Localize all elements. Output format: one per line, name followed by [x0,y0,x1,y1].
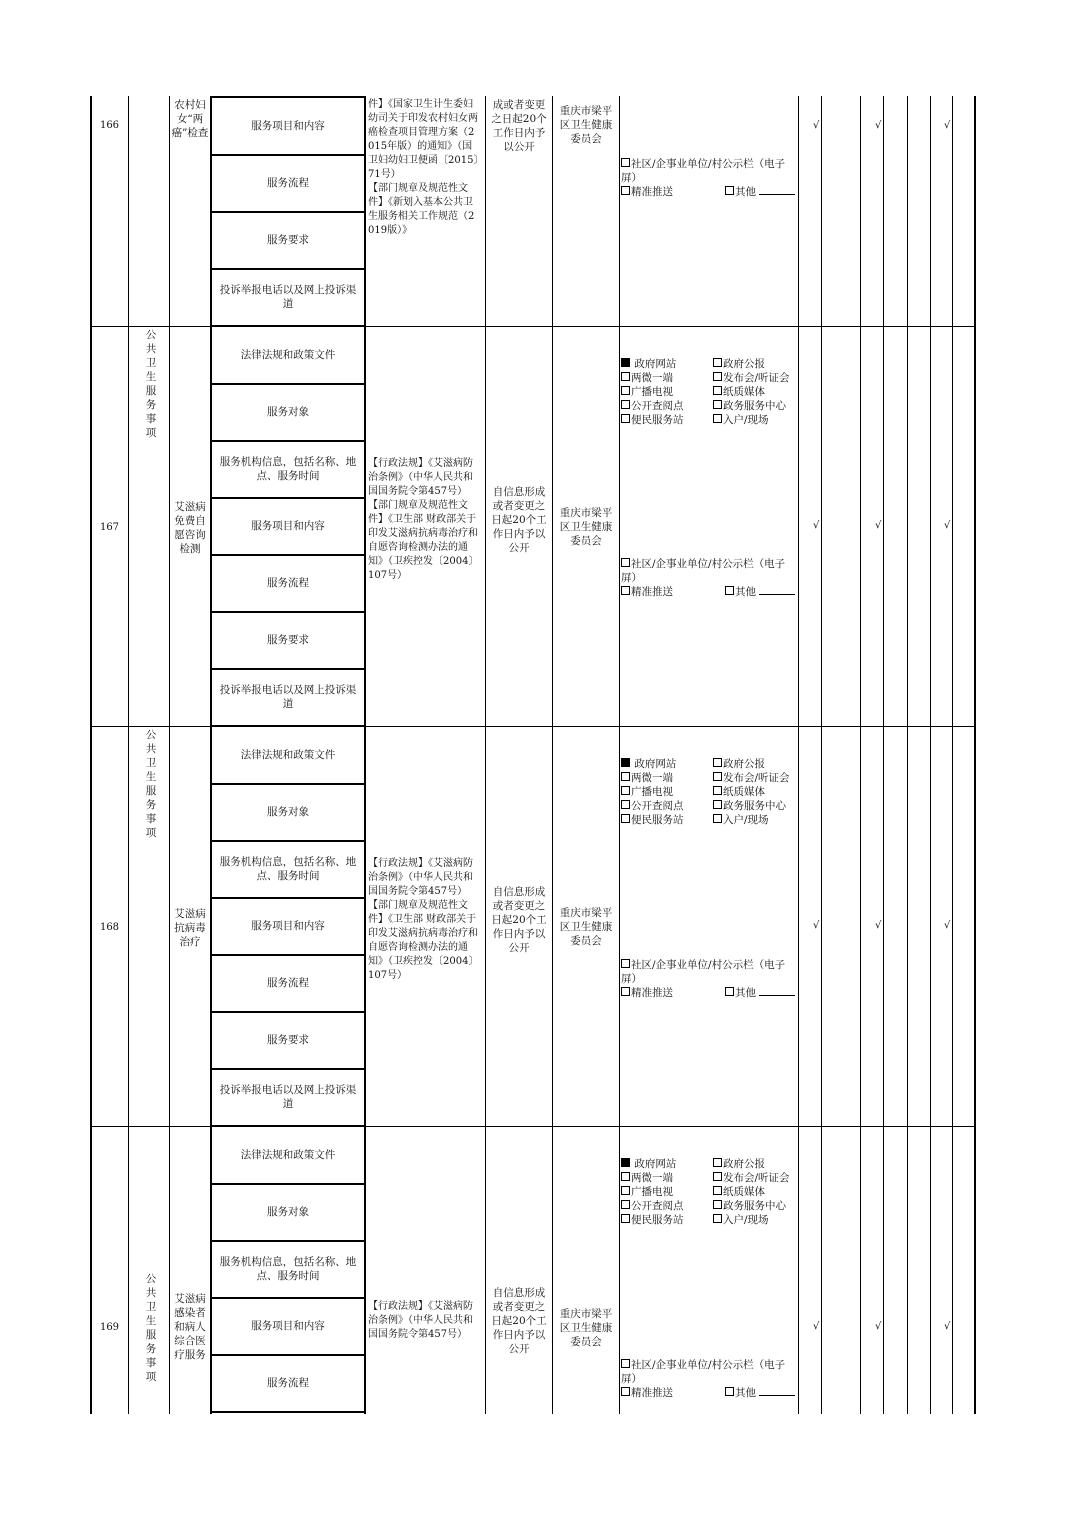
disclosure-channels-top [621,357,797,427]
disclosure-item: 服务机构信息，包括名称、地点、服务时间 [219,856,357,882]
checkbox-icon [621,586,630,595]
channel-option: 政务服务中心 [713,399,797,413]
check-mark: √ [944,1321,951,1332]
column-divider [930,96,931,1414]
checkbox-icon [713,400,722,409]
column-divider [821,96,822,1414]
channel-option: 社区/企事业单位/村公示栏（电子屏） [621,1359,786,1385]
service-category: 公共卫生服务事项 [145,329,157,439]
disclosure-timing: 自信息形成或者变更之日起20个工作日内予以公开 [491,886,547,954]
channel-option: 便民服务站 [621,813,713,827]
checkbox-icon [713,814,722,823]
checkbox-checked-icon [621,1158,630,1167]
channel-option: 两微一端 [621,371,713,385]
service-category: 公共卫生服务事项 [145,729,157,839]
row-index: 169 [99,1322,120,1333]
checkbox-icon [621,400,630,409]
check-mark: √ [813,520,820,531]
channel-option: 社区/企事业单位/村公示栏（电子屏） [621,558,786,584]
blank-line [759,585,795,595]
check-mark: √ [944,120,951,131]
channel-option: 两微一端 [621,771,713,785]
row-index: 167 [99,522,120,533]
channel-option: 广播电视 [621,785,713,799]
channel-option: 政府公报 [713,757,797,771]
column-divider [364,96,366,1414]
channel-option: 便民服务站 [621,413,713,427]
channel-option: 纸质媒体 [713,785,797,799]
checkbox-icon [621,786,630,795]
channel-option: 发布会/听证会 [713,1171,797,1185]
disclosure-basis: 【行政法规】《艾滋病防治条例》（中华人民共和国国务院令第457号） [368,1301,473,1340]
disclosure-channels-bottom [621,157,797,199]
checkbox-icon [725,987,734,996]
channel-option: 广播电视 [621,1185,713,1199]
checkbox-icon [713,372,722,381]
disclosure-basis: 件】《国家卫生计生委妇幼司关于印发农村妇女两癌检查项目管理方案（2015年版）的通知》（国卫妇幼妇卫便函〔2015〕71号） 【部门规章及规范性文件】《新划入基本公共卫生服务相关工作规范（2019版）》 [368,99,479,236]
checkbox-icon [713,358,722,367]
column-divider [883,96,884,1414]
checkbox-icon [621,386,630,395]
checkbox-icon [725,1387,734,1396]
table-border-right [974,96,976,1414]
disclosure-timing: 成或者变更之日起20个工作日内予以公开 [491,99,547,153]
disclosure-item: 服务对象 [267,406,309,418]
channel-option: 政府公报 [713,357,797,371]
item-divider [210,1411,366,1413]
check-mark: √ [813,120,820,131]
disclosure-item: 服务项目和内容 [251,520,325,532]
disclosure-channels-bottom [621,958,797,1000]
disclosure-item: 服务流程 [267,977,309,989]
disclosure-timing: 自信息形成或者变更之日起20个工作日内予以公开 [491,1287,547,1355]
checkbox-icon [621,800,630,809]
checkbox-icon [621,414,630,423]
disclosure-item: 服务项目和内容 [251,920,325,932]
checkbox-icon [621,987,630,996]
channel-option: 其他 [713,185,797,199]
checkbox-icon [713,1158,722,1167]
checkbox-icon [621,1200,630,1209]
checkbox-icon [621,1359,630,1368]
blank-line [759,185,795,195]
channel-option: 精准推送 [621,585,713,599]
checkbox-icon [713,1200,722,1209]
service-name: 艾滋病免费自愿咨询检测 [174,501,206,555]
disclosure-item: 法律法规和政策文件 [240,1149,336,1161]
checkbox-icon [621,158,630,167]
channel-option: 政府网站 [621,757,713,771]
checkbox-icon [713,772,722,781]
checkbox-icon [713,414,722,423]
column-divider [952,96,953,1414]
checkbox-icon [621,558,630,567]
channel-option: 社区/企事业单位/村公示栏（电子屏） [621,158,786,184]
row-index: 168 [99,922,120,933]
channel-option: 公开查阅点 [621,799,713,813]
disclosure-item: 法律法规和政策文件 [240,349,336,361]
check-mark: √ [875,520,882,531]
disclosure-item: 服务要求 [267,234,309,246]
disclosure-item: 服务项目和内容 [251,119,325,132]
column-divider [619,96,620,1414]
disclosure-timing: 自信息形成或者变更之日起20个工作日内予以公开 [491,486,547,554]
channel-option: 政府公报 [713,1157,797,1171]
channel-option: 纸质媒体 [713,1185,797,1199]
channel-option: 社区/企事业单位/村公示栏（电子屏） [621,959,786,985]
check-mark: √ [944,920,951,931]
checkbox-icon [621,1387,630,1396]
channel-option: 公开查阅点 [621,1199,713,1213]
channel-option: 入户/现场 [713,413,797,427]
channel-option: 发布会/听证会 [713,371,797,385]
channel-option: 政府网站 [621,357,713,371]
disclosure-item: 服务对象 [267,806,309,818]
check-mark: √ [813,920,820,931]
service-name: 艾滋病感染者和病人综合医疗服务 [174,1293,206,1361]
checkbox-icon [713,1172,722,1181]
disclosure-item: 服务机构信息，包括名称、地点、服务时间 [219,1256,357,1282]
channel-option: 其他 [713,986,797,1000]
disclosure-item: 服务流程 [267,577,309,589]
disclosure-item: 法律法规和政策文件 [240,749,336,761]
channel-option: 政务服务中心 [713,799,797,813]
blank-line [759,1386,795,1396]
disclosure-item: 服务流程 [267,1377,309,1389]
table-border-left [90,96,92,1414]
channel-option: 其他 [713,1386,797,1400]
disclosure-channels-bottom [621,557,797,599]
checkbox-icon [713,786,722,795]
channel-option: 政府网站 [621,1157,713,1171]
checkbox-icon [713,1186,722,1195]
check-mark: √ [944,520,951,531]
column-divider [485,96,486,1414]
check-mark: √ [813,1321,820,1332]
disclosure-item: 服务项目和内容 [251,1320,325,1332]
checkbox-icon [713,1214,722,1223]
disclosure-channels-top [621,1157,797,1227]
disclosure-item: 服务流程 [267,177,309,189]
service-name: 艾滋病抗病毒治疗 [174,908,206,948]
disclosure-subject: 重庆市梁平区卫生健康委员会 [559,907,613,947]
checkbox-checked-icon [621,758,630,767]
checkbox-icon [621,1214,630,1223]
checkbox-icon [621,1172,630,1181]
checkbox-icon [621,814,630,823]
disclosure-item: 服务机构信息，包括名称、地点、服务时间 [219,456,357,482]
disclosure-item: 服务对象 [267,1206,309,1218]
row-index: 166 [99,120,120,131]
column-divider [907,96,908,1414]
service-name: 农村妇女“两癌”检查 [171,99,209,139]
channel-option: 纸质媒体 [713,385,797,399]
check-mark: √ [875,120,882,131]
blank-line [759,986,795,996]
disclosure-subject: 重庆市梁平区卫生健康委员会 [559,507,613,547]
channel-option: 入户/现场 [713,1213,797,1227]
checkbox-icon [621,959,630,968]
check-mark: √ [875,920,882,931]
channel-option: 便民服务站 [621,1213,713,1227]
disclosure-item: 服务要求 [267,1034,309,1046]
disclosure-item: 投诉举报电话以及网上投诉渠道 [219,1084,357,1110]
checkbox-icon [621,1186,630,1195]
channel-option: 其他 [713,585,797,599]
checkbox-icon [621,372,630,381]
disclosure-basis: 【行政法规】《艾滋病防治条例》（中华人民共和国国务院令第457号） 【部门规章及规范性文件】《卫生部 财政部关于印发艾滋病抗病毒治疗和自愿咨询检测办法的通知》（卫疾控发〔2004〕107号） [368,858,479,981]
column-divider [169,96,170,1414]
service-category: 公共卫生服务事项 [145,1273,157,1383]
channel-option: 两微一端 [621,1171,713,1185]
column-divider [860,96,861,1414]
checkbox-icon [725,186,734,195]
column-divider [128,96,129,1414]
checkbox-icon [725,586,734,595]
checkbox-icon [713,758,722,767]
channel-option: 入户/现场 [713,813,797,827]
checkbox-checked-icon [621,358,630,367]
channel-option: 政务服务中心 [713,1199,797,1213]
column-divider [798,96,799,1414]
disclosure-channels-top [621,757,797,827]
column-divider [552,96,553,1414]
channel-option: 广播电视 [621,385,713,399]
disclosure-channels-bottom [621,1358,797,1400]
checkbox-icon [621,186,630,195]
checkbox-icon [621,772,630,781]
disclosure-item: 投诉举报电话以及网上投诉渠道 [219,284,357,310]
channel-option: 发布会/听证会 [713,771,797,785]
check-mark: √ [875,1321,882,1332]
disclosure-subject: 重庆市梁平区卫生健康委员会 [559,105,613,145]
channel-option: 精准推送 [621,185,713,199]
checkbox-icon [713,386,722,395]
channel-option: 公开查阅点 [621,399,713,413]
disclosure-subject: 重庆市梁平区卫生健康委员会 [559,1308,613,1348]
disclosure-basis: 【行政法规】《艾滋病防治条例》（中华人民共和国国务院令第457号） 【部门规章及规范性文件】《卫生部 财政部关于印发艾滋病抗病毒治疗和自愿咨询检测办法的通知》（卫疾控发〔2004〕107号） [368,458,479,581]
disclosure-item: 服务要求 [267,634,309,646]
disclosure-item: 投诉举报电话以及网上投诉渠道 [219,684,357,710]
channel-option: 精准推送 [621,986,713,1000]
checkbox-icon [713,800,722,809]
channel-option: 精准推送 [621,1386,713,1400]
